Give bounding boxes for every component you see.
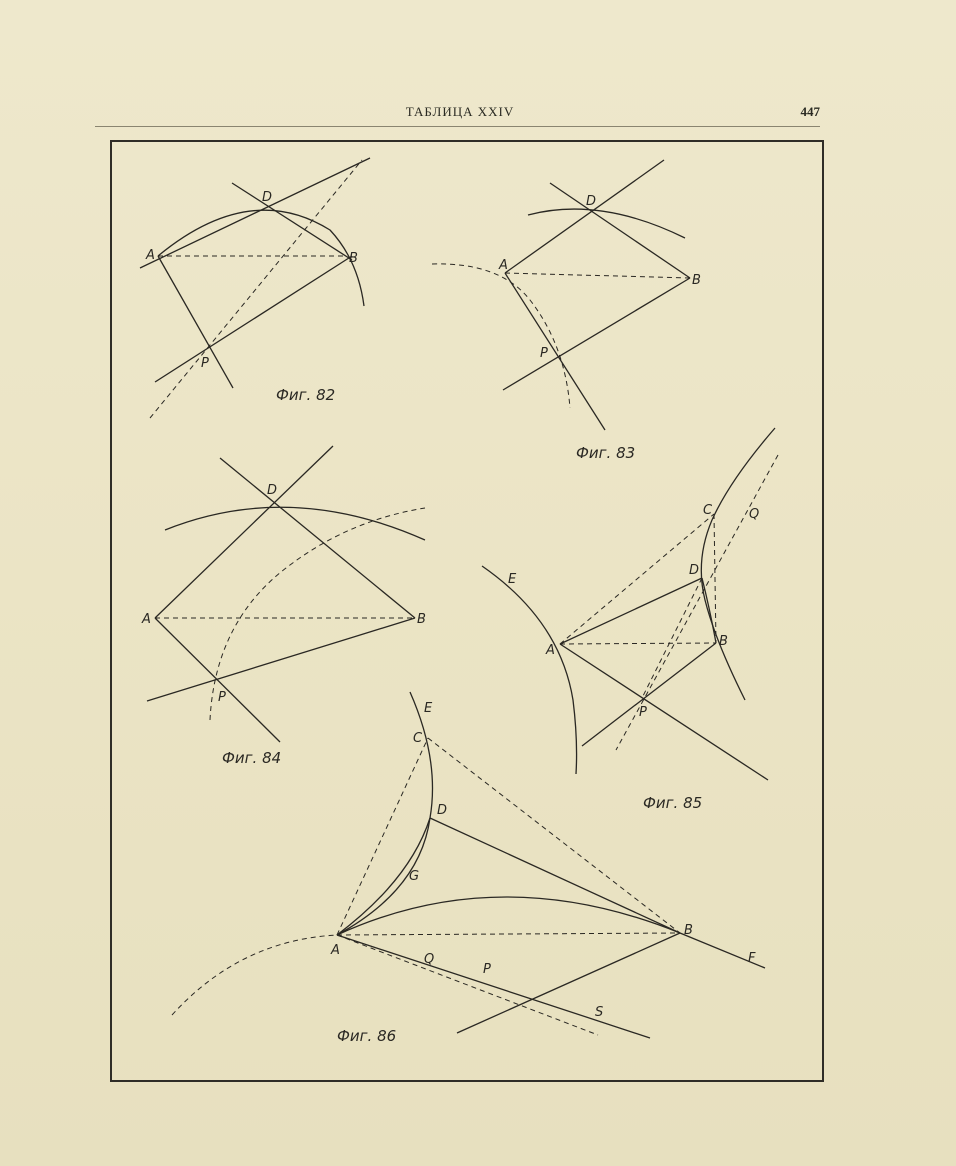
fig86-dash-a-p xyxy=(337,935,598,1035)
fig84-dash-arc xyxy=(210,508,425,720)
fig85-dash-d-p xyxy=(642,578,702,698)
fig83-line-b-p xyxy=(503,278,690,390)
fig86-label-e: E xyxy=(424,701,433,716)
fig83-dash-a-b xyxy=(505,273,690,278)
fig83-label-d: D xyxy=(586,194,597,209)
fig85-label-p: P xyxy=(639,705,647,720)
page-number: 447 xyxy=(800,104,820,119)
fig85-curve-e xyxy=(482,566,577,774)
fig85-label-c: C xyxy=(703,503,713,518)
fig84-label-d: D xyxy=(267,483,278,498)
fig84-caption: Фиг. 84 xyxy=(222,749,282,767)
fig86-dash-a-b xyxy=(337,933,680,935)
fig83-arc-top xyxy=(528,209,685,238)
page-header-title: ТАБЛИЦА XXIV xyxy=(405,104,515,119)
fig83-caption: Фиг. 83 xyxy=(576,444,636,462)
fig82-arc xyxy=(158,210,364,306)
fig84-line-a-d xyxy=(155,446,333,618)
fig86-dash-a-c xyxy=(337,738,428,935)
fig85-dash-a-b xyxy=(560,643,716,644)
fig84-arc-top xyxy=(165,507,425,540)
fig86-label-q: Q xyxy=(424,952,435,967)
fig82-label-p: P xyxy=(201,356,209,371)
fig86-line-d-b xyxy=(430,818,680,933)
fig84-line-a-down xyxy=(155,618,280,742)
fig84-label-p: P xyxy=(218,690,226,705)
fig86-curve-a-b xyxy=(337,897,680,935)
fig82-label-a: A xyxy=(146,248,155,263)
fig86-label-f: F xyxy=(748,951,756,966)
fig84-line-b-p xyxy=(147,618,415,701)
fig82-line-a-d xyxy=(140,158,370,268)
fig86-label-d: D xyxy=(437,803,448,818)
figure-84 xyxy=(141,446,426,767)
fig86-line-a-s xyxy=(337,935,650,1038)
fig83-line-a-down xyxy=(505,273,605,430)
fig83-label-p: P xyxy=(540,346,548,361)
fig83-label-a: A xyxy=(499,258,508,273)
fig84-line-d-b xyxy=(220,458,415,618)
fig85-dash-a-c xyxy=(560,514,714,644)
fig86-label-c: C xyxy=(413,731,423,746)
fig83-dash-arc xyxy=(432,264,570,408)
fig85-label-a: A xyxy=(546,643,555,658)
fig85-curve-cb xyxy=(701,428,775,700)
figure-85 xyxy=(482,428,778,812)
fig86-dash-c-b xyxy=(428,738,680,933)
figure-86 xyxy=(172,692,765,1045)
fig85-label-e: E xyxy=(508,572,517,587)
fig85-line-a-d xyxy=(560,578,702,644)
fig85-label-q: Q xyxy=(749,507,760,522)
fig83-line-a-d xyxy=(505,160,664,273)
fig86-label-g: G xyxy=(409,869,420,884)
fig85-curve-db xyxy=(702,578,716,643)
fig86-label-a: A xyxy=(331,943,340,958)
fig83-label-b: B xyxy=(692,273,701,288)
fig86-label-b: B xyxy=(684,923,693,938)
fig82-caption: Фиг. 82 xyxy=(276,386,336,404)
fig86-label-s: S xyxy=(595,1005,604,1020)
fig85-line-a-down xyxy=(560,644,768,780)
fig85-line-b-p xyxy=(582,643,716,746)
fig84-label-b: B xyxy=(417,612,426,627)
figure-82 xyxy=(140,158,370,418)
fig85-caption: Фиг. 85 xyxy=(643,794,703,812)
fig82-line-p-b xyxy=(155,256,352,382)
fig85-label-b: B xyxy=(719,634,728,649)
fig82-label-b: B xyxy=(349,251,358,266)
fig86-line-b-down xyxy=(457,933,680,1033)
fig82-line-a-p xyxy=(158,256,233,388)
fig85-label-d: D xyxy=(689,563,700,578)
fig84-label-a: A xyxy=(142,612,151,627)
fig82-label-d: D xyxy=(262,190,273,205)
fig85-dash-c-b xyxy=(714,514,716,643)
fig86-caption: Фиг. 86 xyxy=(337,1027,397,1045)
fig86-dash-curve-left xyxy=(172,935,337,1015)
fig86-label-p: P xyxy=(483,962,491,977)
figure-83 xyxy=(432,160,701,462)
